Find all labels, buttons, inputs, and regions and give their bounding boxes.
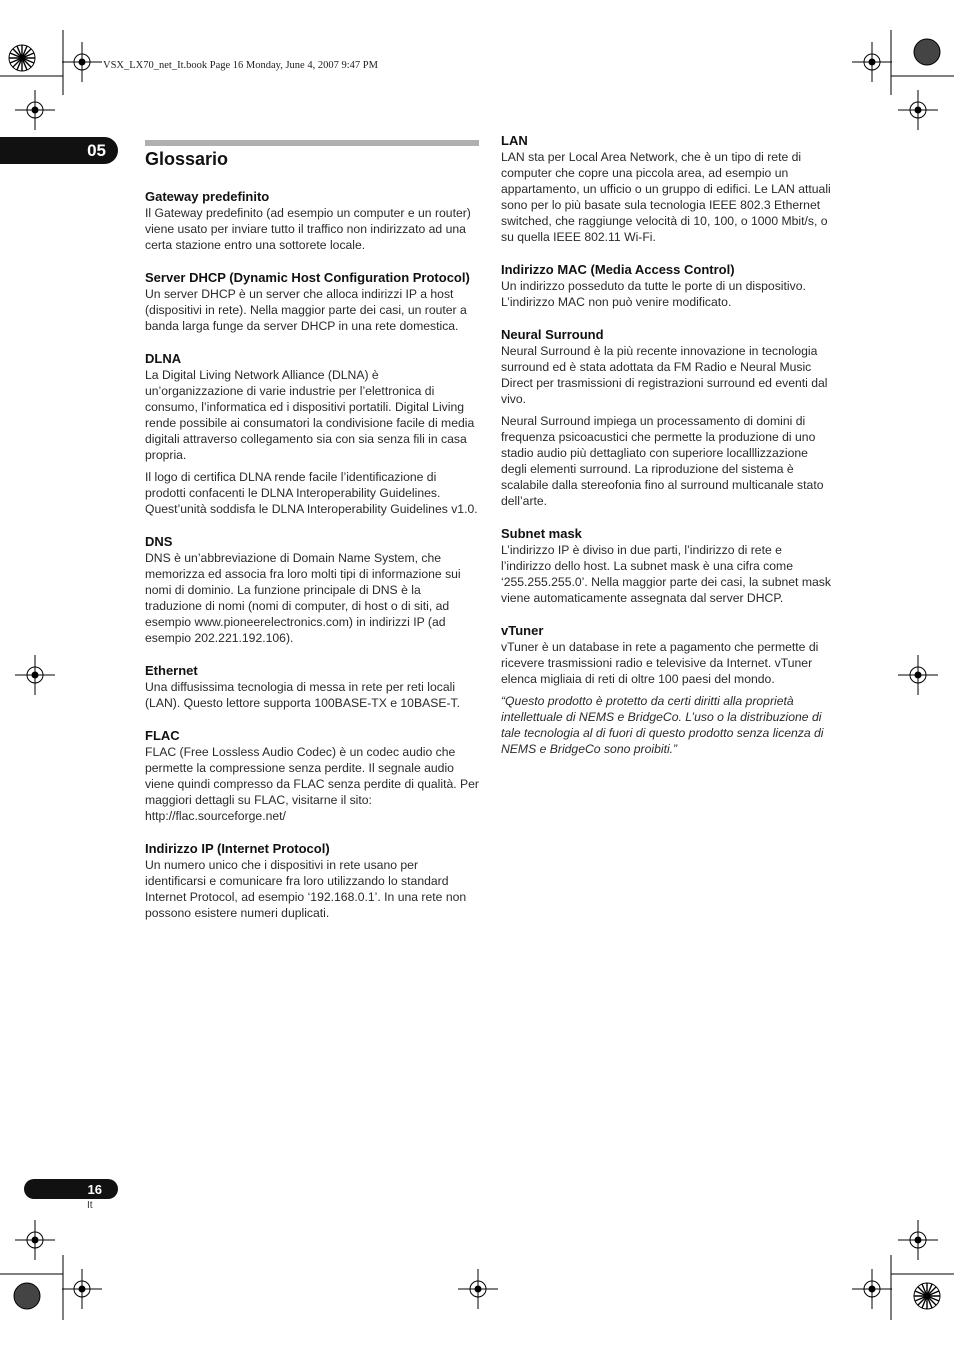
entry-text: FLAC (Free Lossless Audio Codec) è un codec audio che permette la compressione senza perdite. Il segnale audio viene quindi compresso da FLAC senza perdite di qualità. Per maggiori dettagli su FLAC, visitarne il sito: http://flac.sourceforge.net/ — [145, 745, 479, 823]
left-column — [145, 188, 479, 937]
glossary-entry-lan — [501, 132, 835, 245]
entry-term: Indirizzo MAC (Media Access Control) — [501, 262, 735, 277]
glossary-entry-ip-address — [145, 840, 479, 921]
entry-text: LAN sta per Local Area Network, che è un tipo di rete di computer che copre una piccola area, ad esempio un appartamento, un ufficio o un gruppo di edifici. Le LAN attuali sono per lo più basate sula tecnologia IEEE 802.3 Ethernet switched, che raggiunge velocità di 10, 100, o 1000 Mbit/s, o su quella IEEE 802.11 Wi-Fi. — [501, 150, 831, 244]
entry-text: Un server DHCP è un server che alloca indirizzi IP a host (dispositivi in rete). Nella maggior parte dei casi, un router a banda larga funge da server DHCP in una rete domestica. — [145, 287, 467, 333]
entry-term: DLNA — [145, 351, 182, 366]
chapter-tab — [0, 137, 118, 164]
glossary-entry-vtuner — [501, 622, 835, 757]
entry-term: Gateway predefinito — [145, 189, 270, 204]
license-note: “Questo prodotto è protetto da certi diritti alla proprietà intellettuale di NEMS e BridgeCo. L’uso o la distribuzione di tale tecnologia al di fuori di questo prodotto senza licenza di NEMS e BridgeCo sono proibiti.” — [501, 694, 824, 756]
glossary-entry-dlna — [145, 350, 479, 517]
entry-text: L’indirizzo IP è diviso in due parti, l’indirizzo di rete e l’indirizzo dello host. La subnet mask è una cifra come ‘255.255.255.0’. Nella maggior parte dei casi, la subnet mask viene automaticamente assegnata dal server DHCP. — [501, 543, 831, 605]
entry-term: FLAC — [145, 728, 180, 743]
glossary-entry-subnet-mask — [501, 525, 835, 606]
glossary-entry-mac-address — [501, 261, 835, 310]
entry-term: Ethernet — [145, 663, 198, 678]
entry-text: Una diffusissima tecnologia di messa in rete per reti locali (LAN). Questo lettore supporta 100BASE-TX e 10BASE-T. — [145, 680, 460, 710]
glossary-entry-gateway — [145, 188, 479, 253]
right-column — [501, 132, 835, 773]
entry-text: DNS è un’abbreviazione di Domain Name System, che memorizza ed associa fra loro molti tipi di informazione sui nomi di dominio. La funzione principale di DNS è la traduzione di nomi (nomi di computer, di host o di siti, ad esempio www.pioneerelectronics.com) in indirizzi IP (ad esempio 202.221.192.106). — [145, 551, 461, 645]
glossary-entry-dhcp — [145, 269, 479, 334]
glossary-entry-flac — [145, 727, 479, 824]
entry-term: Indirizzo IP (Internet Protocol) — [145, 841, 330, 856]
entry-text: vTuner è un database in rete a pagamento che permette di ricevere trasmissioni radio e televisive da Internet. vTuner elenca migliaia di reti di oltre 100 paesi del mondo. — [501, 640, 819, 686]
page-number: 16 — [87, 1181, 102, 1197]
entry-term: LAN — [501, 133, 528, 148]
entry-term: DNS — [145, 534, 173, 549]
entry-text: Un indirizzo posseduto da tutte le porte di un dispositivo. L’indirizzo MAC non può venire modificato. — [501, 279, 806, 309]
glossary-entry-neural-surround — [501, 326, 835, 509]
glossary-entry-dns — [145, 533, 479, 646]
entry-text: Il logo di certifica DLNA rende facile l’identificazione di prodotti confacenti le DLNA Interoperability Guidelines. Quest’unità soddisfa le DLNA Interoperability Guidelines v1.0. — [145, 470, 478, 516]
entry-term: Subnet mask — [501, 526, 582, 541]
entry-term: Server DHCP (Dynamic Host Configuration Protocol) — [145, 270, 470, 285]
entry-text: Neural Surround è la più recente innovazione in tecnologia surround ed è stata adottata da FM Radio e Neural Music Direct per trasmissioni di registrazioni surround ed eventi dal vivo. — [501, 344, 828, 406]
title-rule — [145, 140, 479, 146]
entry-text: Neural Surround impiega un processamento di domini di frequenza psicoacustici che permette la produzione di uno stadio audio più dettagliato con superiore localllizzazione degli elementi surround. La riproduzione del sistema è scalabile dalla stereofonia fino al surround multicanale stato dell’arte. — [501, 414, 824, 508]
entry-term: vTuner — [501, 623, 544, 638]
page-title: Glossario — [145, 149, 229, 169]
page-number-tab — [24, 1179, 118, 1199]
entry-text: Un numero unico che i dispositivi in rete usano per identificarsi e comunicare fra loro utilizzando lo standard Internet Protocol, ad esempio ‘192.168.0.1’. In una rete non possono esistere numeri duplicati. — [145, 858, 467, 920]
language-code: It — [87, 1200, 93, 1211]
glossary-entry-ethernet — [145, 662, 479, 711]
entry-text: Il Gateway predefinito (ad esempio un computer e un router) viene usato per inviare tutto il traffico non indirizzato ad una certa stazione entro una sottorete locale. — [145, 206, 471, 252]
entry-text: La Digital Living Network Alliance (DLNA) è un’organizzazione di varie industrie per l’elettronica di consumo, l’informatica ed i dispositivi portatili. Digital Living rende possibile ai consumatori la condivisione facile di media digitali attraverso collegamento sia con sia senza fili in casa propria. — [145, 368, 475, 462]
print-header-line: VSX_LX70_net_It.book Page 16 Monday, June 4, 2007 9:47 PM — [103, 60, 378, 71]
chapter-number: 05 — [87, 140, 106, 160]
entry-term: Neural Surround — [501, 327, 604, 342]
